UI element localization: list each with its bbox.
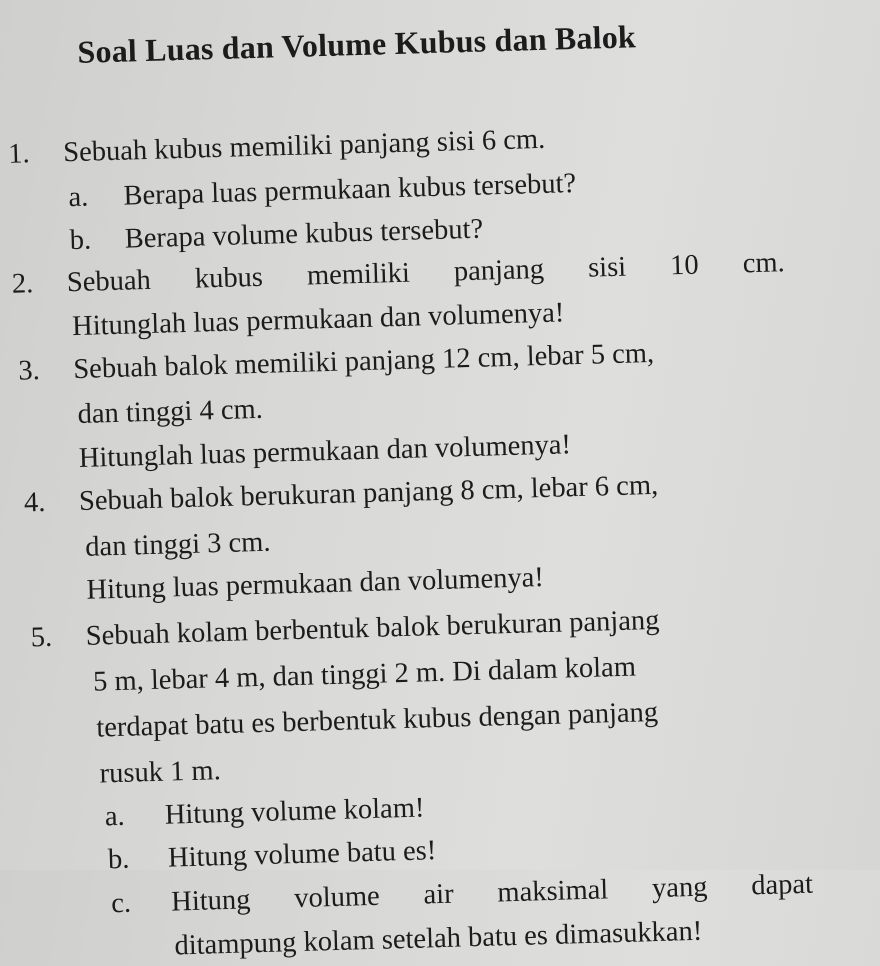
sub-text: Hitung volume kolam! <box>164 792 425 831</box>
question-4-line-2: dan tinggi 3 cm. <box>84 526 271 563</box>
question-5-line-4: rusuk 1 m. <box>99 755 222 790</box>
question-5 <box>30 604 660 654</box>
question-3-line-2: dan tinggi 4 cm. <box>77 393 264 430</box>
question-text: Sebuah kolam berbentuk balok berukuran panjang <box>85 604 660 652</box>
question-4 <box>23 469 659 519</box>
word: Hitung <box>170 884 251 918</box>
sub-text: Berapa volume kubus tersebut? <box>124 213 484 255</box>
sub-text <box>170 868 814 918</box>
question-text <box>67 249 786 298</box>
question-number: 3. <box>17 355 41 387</box>
sub-label: b. <box>69 224 92 257</box>
question-4-line-3: Hitung luas permukaan dan volumenya! <box>86 562 545 606</box>
question-number: 1. <box>7 138 31 170</box>
question-5b <box>108 837 437 875</box>
sub-text: Berapa luas permukaan kubus tersebut? <box>123 167 577 212</box>
question-text: Sebuah kubus memiliki panjang sisi 6 cm. <box>62 123 546 169</box>
question-5a <box>104 794 424 831</box>
question-number: 2. <box>11 268 34 300</box>
word: 10 <box>669 249 700 282</box>
word: dapat <box>750 868 814 902</box>
word: air <box>423 878 455 911</box>
question-text: Sebuah balok berukuran panjang 8 cm, lebar 6 cm, <box>78 469 659 517</box>
sub-label: c. <box>110 887 132 920</box>
question-5-line-3: terdapat batu es berbentuk kubus dengan panjang <box>95 696 659 744</box>
sub-label: a. <box>68 181 89 214</box>
question-5-line-2: 5 m, lebar 4 m, dan tinggi 2 m. Di dalam kolam <box>92 651 637 698</box>
word: volume <box>293 880 381 915</box>
question-2-line-2: Hitunglah luas permukaan dan volumenya! <box>71 297 565 343</box>
page-title: Soal Luas dan Volume Kubus dan Balok <box>76 18 637 70</box>
word: sisi <box>587 251 627 284</box>
word: maksimal <box>497 874 609 909</box>
question-number: 5. <box>30 621 53 654</box>
word: memiliki <box>306 257 411 292</box>
question-5c-line-2: ditampung kolam setelah batu es dimasukkan! <box>174 915 703 962</box>
question-2 <box>12 249 785 299</box>
question-number: 4. <box>23 486 46 519</box>
sub-label: b. <box>107 843 130 876</box>
word: kubus <box>194 261 264 295</box>
word: yang <box>651 871 708 905</box>
word: Sebuah <box>66 264 152 299</box>
word: panjang <box>453 253 545 288</box>
question-text: Sebuah balok memiliki panjang 12 cm, lebar 5 cm, <box>72 337 655 386</box>
question-1b <box>69 213 484 257</box>
question-3 <box>17 337 655 387</box>
question-1a <box>68 167 577 214</box>
word: cm. <box>742 247 786 280</box>
question-1 <box>7 123 546 170</box>
question-3-line-3: Hitunglah luas permukaan dan volumenya! <box>78 429 572 474</box>
question-5c <box>110 868 814 920</box>
sub-text: Hitung volume batu es! <box>167 835 437 874</box>
sub-label: a. <box>104 800 126 833</box>
